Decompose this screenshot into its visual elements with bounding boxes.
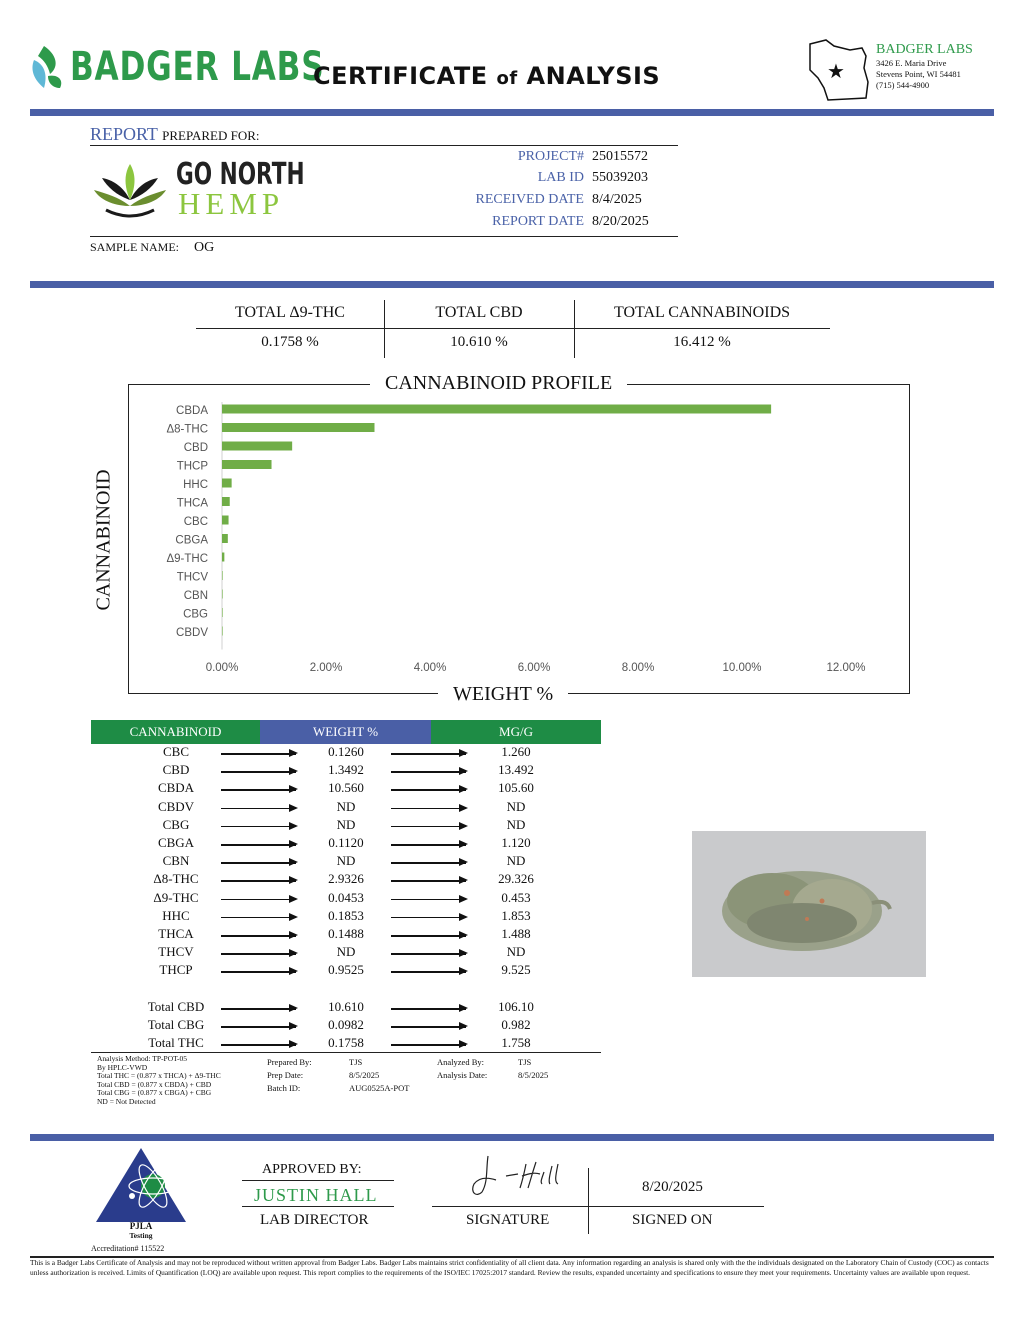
arrow-icon — [391, 935, 466, 937]
lab-address: BADGER LABS 3426 E. Maria Drive Stevens Point, WI 54481 (715) 544-4900 — [876, 42, 973, 90]
received-date: RECEIVED DATE 8/4/2025 — [475, 192, 642, 207]
weight-value: 2.9326 — [328, 871, 364, 887]
cannabinoid-name: CBN — [162, 853, 190, 869]
weight-value: 0.9525 — [328, 962, 364, 978]
table-row — [91, 762, 601, 780]
mgg-value: ND — [506, 944, 526, 960]
arrow-icon — [391, 862, 466, 864]
chart-x-tick-label: 10.00% — [722, 662, 762, 674]
mgg-value: ND — [506, 816, 526, 832]
mgg-value: ND — [506, 853, 526, 869]
cannabinoid-name: Δ9-THC — [153, 889, 199, 905]
total-thc-label: TOTAL Δ9-THC — [235, 304, 345, 321]
weight-value: ND — [336, 798, 356, 814]
chart-bar — [222, 553, 224, 562]
total-cannabinoids-label: TOTAL CANNABINOIDS — [613, 304, 791, 321]
total-thc-value: 0.1758 % — [261, 334, 319, 350]
prep-labels: Prepared By: Prep Date: Batch ID: — [267, 1057, 312, 1093]
chart-category-label: THCP — [176, 460, 208, 473]
arrow-icon — [221, 971, 296, 973]
chart-bar — [222, 460, 272, 469]
signature-label: SIGNATURE — [466, 1212, 550, 1228]
cannabinoid-name: CBC — [162, 744, 189, 759]
table-row — [91, 835, 601, 853]
arrow-icon — [221, 1026, 296, 1028]
arrow-icon — [391, 1026, 466, 1028]
chart-category-label: CBN — [183, 590, 208, 602]
analysis-labels: Analyzed By: Analysis Date: — [437, 1057, 488, 1080]
wisconsin-map-icon — [806, 38, 872, 102]
chart-bar — [222, 590, 223, 599]
table-row — [91, 1017, 601, 1035]
report-date: REPORT DATE 8/20/2025 — [492, 214, 649, 229]
sample-photo — [692, 831, 926, 977]
table-row — [91, 817, 601, 835]
arrow-icon — [221, 808, 296, 810]
weight-value: 10.610 — [328, 999, 364, 1014]
arrow-icon — [391, 789, 466, 791]
arrow-icon — [391, 826, 466, 828]
client-name-line1: GO NORTH — [176, 157, 305, 192]
table-row — [91, 944, 601, 962]
chart-bar — [222, 571, 223, 580]
cannabinoid-name: CBG — [162, 816, 190, 832]
chart-category-label: CBD — [183, 442, 208, 454]
arrow-icon — [221, 844, 296, 846]
mgg-value: 1.260 — [501, 744, 531, 759]
chart-category-label: THCV — [176, 571, 208, 584]
chart-category-label: THCA — [176, 497, 208, 510]
arrow-icon — [221, 1008, 296, 1010]
cannabinoid-name: CBDV — [157, 798, 195, 814]
cannabinoid-name: CBDA — [157, 780, 195, 796]
pjla-label: PJLA Testing — [129, 1221, 153, 1240]
chart-bar — [222, 497, 230, 506]
section-divider — [30, 281, 994, 288]
mgg-value: 1.758 — [501, 1035, 531, 1051]
mgg-value: 9.525 — [501, 962, 531, 978]
arrow-icon — [221, 935, 296, 937]
table-row — [91, 999, 601, 1017]
weight-value: 0.1120 — [328, 835, 364, 850]
chart-category-label: Δ8-THC — [166, 423, 208, 436]
arrow-icon — [221, 771, 296, 773]
arrow-icon — [391, 771, 466, 773]
cannabinoid-name: HHC — [162, 907, 190, 923]
weight-value: 1.3492 — [328, 762, 364, 778]
chart-bar — [222, 534, 228, 543]
chart-category-label: HHC — [183, 479, 208, 491]
table-header-weight: WEIGHT % — [260, 720, 431, 744]
table-row — [91, 1035, 601, 1053]
badger-leaf-logo-icon — [30, 44, 66, 90]
signed-on-date: 8/20/2025 — [642, 1179, 703, 1195]
mgg-value: 0.453 — [501, 889, 531, 905]
mgg-value: 106.10 — [498, 999, 534, 1014]
chart-y-label: CANNABINOID — [93, 461, 116, 618]
arrow-icon — [391, 953, 466, 955]
table-header-cannabinoid: CANNABINOID — [91, 720, 260, 744]
client-name-line2: HEMP — [178, 186, 285, 221]
director-name: JUSTIN HALL — [254, 1185, 378, 1205]
chart-category-label: CBDA — [176, 405, 208, 417]
arrow-icon — [391, 1044, 466, 1046]
arrow-icon — [391, 917, 466, 919]
arrow-icon — [391, 1008, 466, 1010]
arrow-icon — [391, 753, 466, 755]
footer-divider — [30, 1134, 994, 1141]
mgg-value: 1.120 — [501, 835, 531, 850]
accreditation-number: Accreditation# 115522 — [91, 1244, 165, 1253]
table-row — [91, 962, 601, 980]
weight-value: ND — [336, 853, 356, 869]
cannabinoid-name: THCP — [159, 962, 193, 978]
chart-category-label: CBDV — [176, 627, 208, 639]
chart-x-tick-label: 4.00% — [413, 662, 447, 674]
weight-value: 0.0982 — [328, 1017, 364, 1033]
mgg-value: 1.853 — [501, 907, 531, 923]
brand-logo-text: BADGER LABS — [70, 44, 325, 90]
mgg-value: ND — [506, 798, 526, 814]
total-cbd-value: 10.610 % — [450, 334, 508, 350]
table-header-mgg: MG/G — [431, 720, 601, 744]
report-prepared-for: REPORT PREPARED FOR: — [90, 124, 260, 144]
svg-text:★: ★ — [827, 61, 845, 83]
arrow-icon — [391, 844, 466, 846]
mgg-value: 1.488 — [501, 926, 531, 941]
go-north-hemp-logo-icon — [92, 160, 168, 222]
header-divider — [30, 109, 994, 116]
cannabinoid-name: Total THC — [148, 1035, 204, 1051]
mgg-value: 105.60 — [498, 780, 534, 796]
weight-value: 0.1758 — [328, 1035, 364, 1051]
arrow-icon — [221, 953, 296, 955]
chart-x-tick-label: 0.00% — [205, 662, 239, 674]
signature-image — [466, 1152, 566, 1204]
arrow-icon — [221, 789, 296, 791]
analysis-notes: Analysis Method: TP-POT-05 By HPLC-VWD Total THC = (0.877 x THCA) + Δ9-THC Total CBD = (0.877 x CBDA) + CBD Total CBG = (0.877 x CBGA) + CBG ND = Not Detected — [97, 1054, 221, 1106]
chart-x-tick-label: 2.00% — [309, 662, 343, 674]
chart-bar — [222, 479, 232, 488]
pjla-accreditation-logo-icon — [94, 1146, 188, 1224]
chart-title: CANNABINOID PROFILE — [370, 372, 627, 395]
arrow-icon — [391, 899, 466, 901]
total-cannabinoids-value: 16.412 % — [673, 334, 731, 350]
weight-value: 0.1853 — [328, 907, 364, 923]
mgg-value: 29.326 — [498, 871, 534, 887]
arrow-icon — [221, 880, 296, 882]
table-row — [91, 890, 601, 908]
chart-x-label: WEIGHT % — [438, 683, 568, 706]
table-row — [91, 780, 601, 798]
mgg-value: 0.982 — [501, 1017, 531, 1033]
chart-x-tick-label: 8.00% — [621, 662, 655, 674]
arrow-icon — [221, 753, 296, 755]
arrow-icon — [221, 862, 296, 864]
signed-on-label: SIGNED ON — [632, 1212, 713, 1228]
cannabinoid-name: THCA — [158, 926, 194, 941]
weight-value: 0.1488 — [328, 926, 364, 941]
arrow-icon — [221, 826, 296, 828]
arrow-icon — [221, 917, 296, 919]
chart-category-label: CBC — [183, 516, 208, 528]
cannabinoid-bar-chart — [130, 400, 900, 685]
document-title: CERTIFICATE of ANALYSIS — [313, 62, 661, 90]
cannabinoid-name: THCV — [158, 944, 194, 960]
chart-bar — [222, 627, 223, 636]
weight-value: 0.0453 — [328, 889, 364, 905]
sample-name: SAMPLE NAME: OG — [90, 240, 215, 255]
arrow-icon — [221, 1044, 296, 1046]
director-title: LAB DIRECTOR — [260, 1212, 369, 1228]
table-row — [91, 744, 601, 762]
cannabinoid-name: Total CBG — [147, 1017, 205, 1033]
prep-values: TJS 8/5/2025 AUG0525A-POT — [349, 1057, 410, 1093]
analysis-values: TJS 8/5/2025 — [518, 1057, 549, 1080]
chart-x-tick-label: 6.00% — [517, 662, 551, 674]
cannabinoid-name: Δ8-THC — [153, 871, 199, 887]
disclaimer-text: This is a Badger Labs Certificate of Analysis and may not be reproduced without written approval from Badger Labs. Badger Labs maintains strict confidentiality of all client data. Any information regarding an analysis is shared only with the the individuals designated on the Laboratory Chain of Custody (COC) as contacts unless authorization is received. Limits of Quantification (LOQ) are available upon request. This report complies to the requirements of the ISO/IEC 17025:2017 standard. Review the results, expanded uncertainty and specifications to ensure they meet your requirements. Uncertainty values are available upon request. — [30, 1258, 989, 1277]
cannabinoid-name: CBD — [162, 762, 190, 778]
project-number: PROJECT# 25015572 — [517, 149, 648, 164]
chart-bar — [222, 516, 229, 525]
chart-category-label: Δ9-THC — [166, 553, 208, 565]
table-row — [91, 926, 601, 944]
approved-by-label: APPROVED BY: — [262, 1162, 362, 1177]
chart-category-label: CBGA — [175, 534, 208, 547]
table-row — [91, 908, 601, 926]
lab-id: LAB ID 55039203 — [537, 170, 648, 185]
weight-value: 0.1260 — [328, 744, 364, 759]
weight-value: ND — [336, 816, 356, 832]
weight-value: 10.560 — [328, 780, 364, 796]
table-row — [91, 799, 601, 817]
total-cbd-label: TOTAL CBD — [435, 304, 523, 321]
arrow-icon — [391, 808, 466, 810]
arrow-icon — [391, 880, 466, 882]
mgg-value: 13.492 — [498, 762, 534, 778]
table-row — [91, 853, 601, 871]
chart-category-label: CBG — [183, 608, 208, 621]
chart-bar — [222, 442, 292, 451]
chart-bar — [222, 405, 771, 414]
chart-x-tick-label: 12.00% — [826, 662, 866, 674]
chart-bar — [222, 423, 374, 432]
cannabinoid-name: Total CBD — [147, 999, 205, 1014]
chart-bar — [222, 608, 223, 617]
weight-value: ND — [336, 944, 356, 960]
arrow-icon — [221, 899, 296, 901]
cannabinoid-name: CBGA — [157, 835, 195, 850]
arrow-icon — [391, 971, 466, 973]
table-row — [91, 871, 601, 889]
